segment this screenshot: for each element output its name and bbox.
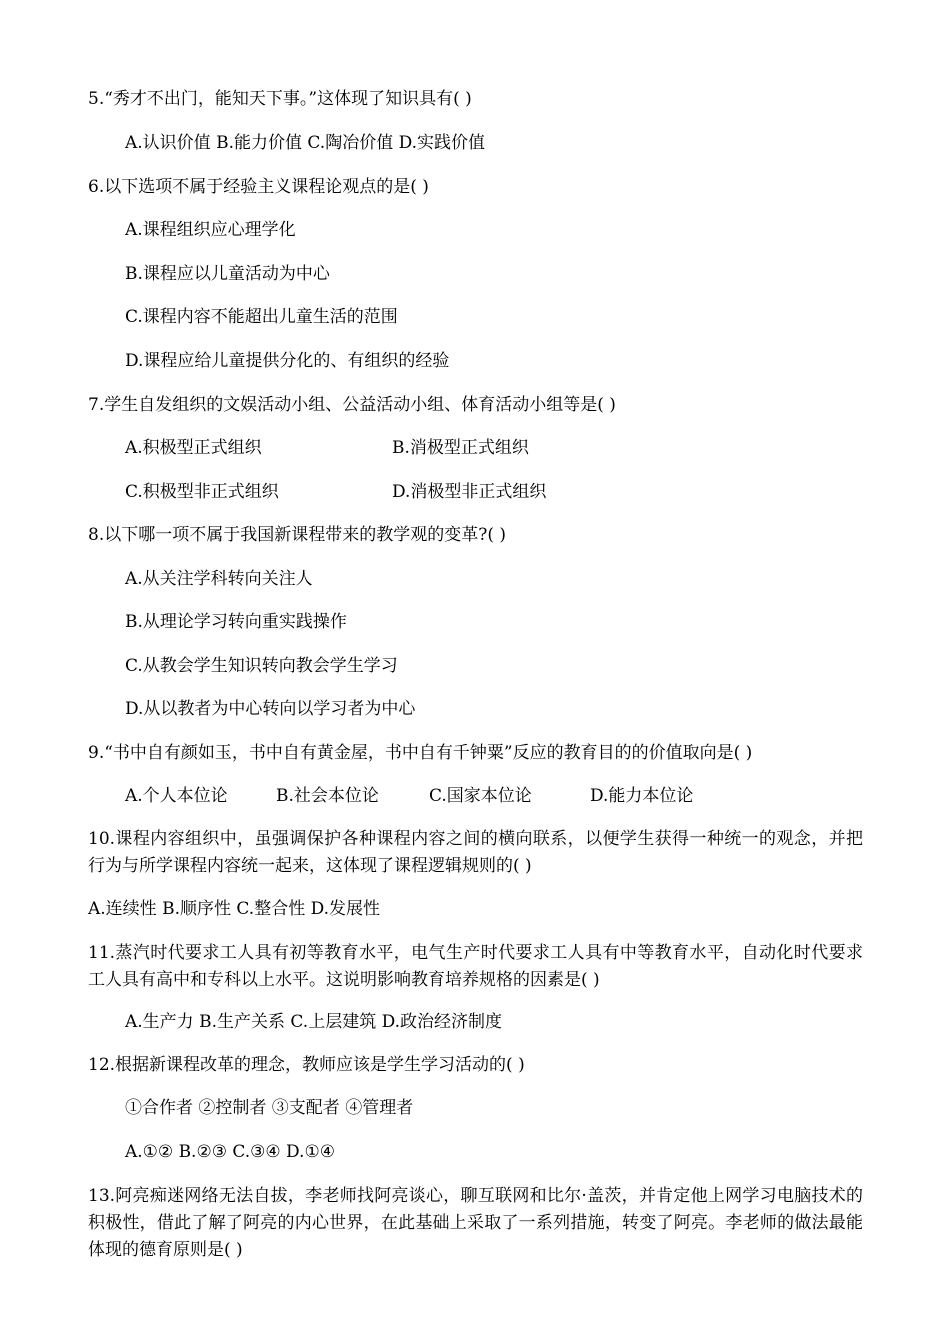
question-5-options: A.认识价值 B.能力价值 C.陶冶价值 D.实践价值 (125, 133, 486, 153)
question-7-option-d: D.消极型非正式组织 (392, 482, 547, 502)
question-5-stem: 5.“秀才不出门，能知天下事。”这体现了知识具有( ) (88, 89, 472, 109)
question-13-stem: 13.阿亮痴迷网络无法自拔，李老师找阿亮谈心，聊互联网和比尔·盖茨，并肯定他上网学习电脑技术的积极性，借此了解了阿亮的内心世界，在此基础上采取了一系列措施，转变了阿亮。李老师的做法最能体现的德育原则是( ) (88, 1186, 863, 1260)
question-11-stem: 11.蒸汽时代要求工人具有初等教育水平，电气生产时代要求工人具有中等教育水平，自动化时代要求工人具有高中和专科以上水平。这说明影响教育培养规格的因素是( ) (88, 943, 863, 990)
question-7-stem: 7.学生自发组织的文娱活动小组、公益活动小组、体育活动小组等是( ) (88, 395, 616, 415)
question-9-option-b: B.社会本位论 (276, 786, 379, 806)
question-8-option-c: C.从教会学生知识转向教会学生学习 (125, 656, 398, 676)
question-8-stem: 8.以下哪一项不属于我国新课程带来的教学观的变革?( ) (88, 525, 507, 545)
question-8-option-d: D.从以教者为中心转向以学习者为中心 (125, 699, 416, 719)
question-7-option-b: B.消极型正式组织 (392, 438, 529, 458)
question-12-choices: ①合作者 ②控制者 ③支配者 ④管理者 (125, 1098, 414, 1118)
question-9-stem: 9.“书中自有颜如玉，书中自有黄金屋，书中自有千钟粟”反应的教育目的的价值取向是( ) (88, 743, 753, 763)
question-11-options: A.生产力 B.生产关系 C.上层建筑 D.政治经济制度 (125, 1012, 503, 1032)
question-6-option-c: C.课程内容不能超出儿童生活的范围 (125, 307, 398, 327)
question-7-option-a: A.积极型正式组织 (125, 438, 262, 458)
question-8-option-a: A.从关注学科转向关注人 (125, 569, 313, 589)
question-9-option-d: D.能力本位论 (590, 786, 694, 806)
question-6-stem: 6.以下选项不属于经验主义课程论观点的是( ) (88, 177, 429, 197)
question-9-option-c: C.国家本位论 (429, 786, 532, 806)
question-8-option-b: B.从理论学习转向重实践操作 (125, 612, 347, 632)
question-6-option-a: A.课程组织应心理学化 (125, 220, 296, 240)
question-10-stem: 10.课程内容组织中，虽强调保护各种课程内容之间的横向联系，以便学生获得一种统一的观念，并把行为与所学课程内容统一起来，这体现了课程逻辑规则的( ) (88, 829, 863, 876)
question-10-options: A.连续性 B.顺序性 C.整合性 D.发展性 (88, 899, 381, 919)
question-9-option-a: A.个人本位论 (125, 786, 228, 806)
question-12-options: A.①② B.②③ C.③④ D.①④ (125, 1142, 335, 1162)
question-6-option-d: D.课程应给儿童提供分化的、有组织的经验 (125, 351, 450, 371)
question-7-option-c: C.积极型非正式组织 (125, 482, 279, 502)
question-12-stem: 12.根据新课程改革的理念，教师应该是学生学习活动的( ) (88, 1055, 525, 1075)
question-6-option-b: B.课程应以儿童活动为中心 (125, 264, 330, 284)
